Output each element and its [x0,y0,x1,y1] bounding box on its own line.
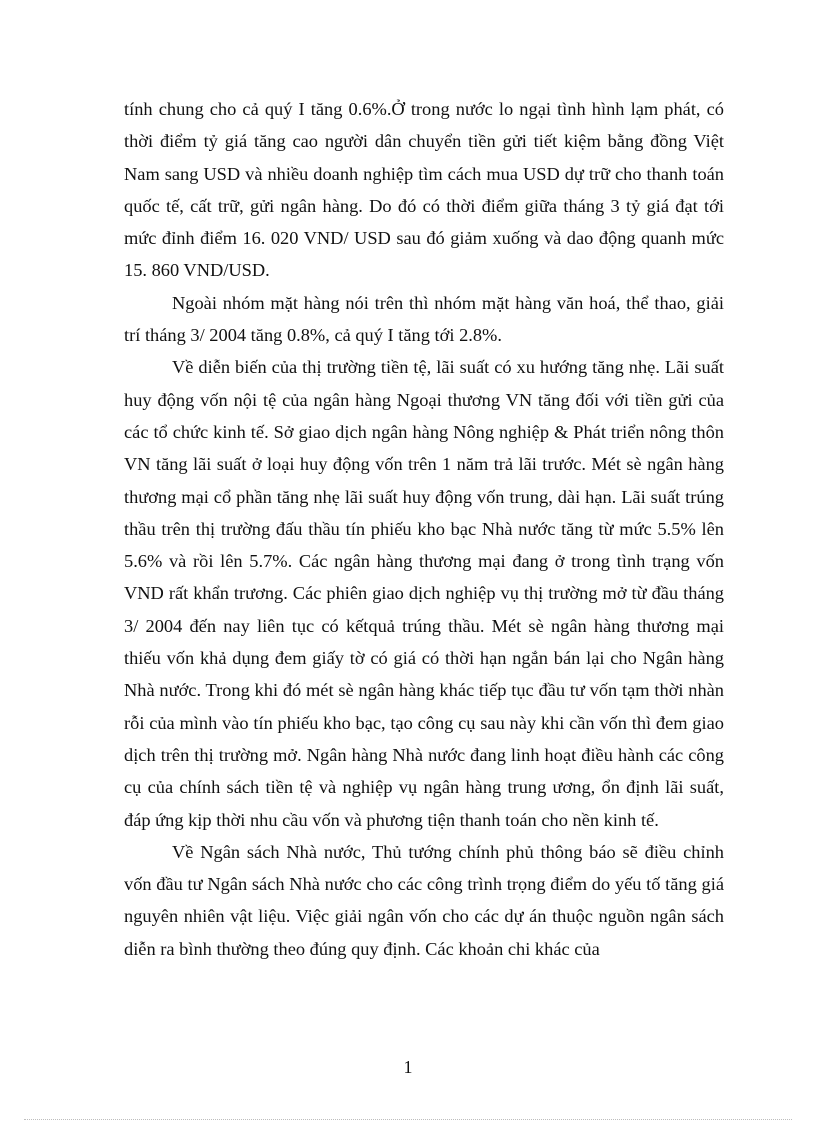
body-text [124,93,724,965]
footer-divider [24,1119,792,1120]
paragraph-state-budget: Về Ngân sách Nhà nước, Thủ tướng chính phủ thông báo sẽ điều chỉnh vốn đầu tư Ngân sách Nhà nước cho các công trình trọng điểm do yếu tố tăng giá nguyên nhiên vật liệu. Việc giải ngân vốn cho các dự án thuộc nguồn ngân sách diễn ra bình thường theo đúng quy định. Các khoản chi khác của [124,841,724,959]
paragraph-monetary-market: Về diễn biến của thị trường tiền tệ, lãi suất có xu hướng tăng nhẹ. Lãi suất huy động vốn nội tệ của ngân hàng Ngoại thương VN tăng đối với tiền gửi của các tổ chức kinh tế. Sở giao dịch ngân hàng Nông nghiệp & Phát triển nông thôn VN tăng lãi suất ở loại huy động vốn trên 1 năm trả lãi trước. Mét sè ngân hàng thương mại cổ phần tăng nhẹ lãi suất huy động vốn trung, dài hạn. Lãi suất trúng thầu trên thị trường đấu thầu tín phiếu kho bạc Nhà nước tăng từ mức 5.5% lên 5.6% và rồi lên 5.7%. Các ngân hàng thương mại đang ở trong tình trạng vốn VND rất khẩn trương. Các phiên giao dịch nghiệp vụ thị trường mở từ đầu tháng 3/ 2004 đến nay liên tục có kếtquả trúng thầu. Mét sè ngân hàng thương mại thiếu vốn khả dụng đem giấy tờ có giá có thời hạn ngắn bán lại cho Ngân hàng Nhà nước. Trong khi đó mét sè ngân hàng khác tiếp tục đầu tư vốn tạm thời nhàn rỗi của mình vào tín phiếu kho bạc, tạo công cụ sau này khi cần vốn thì đem giao dịch trên thị trường mở. Ngân hàng Nhà nước đang linh hoạt điều hành các công cụ của chính sách tiền tệ và nghiệp vụ ngân hàng trung ương, ổn định lãi suất, đáp ứng kịp thời nhu cầu vốn và phương tiện thanh toán cho nền kinh tế. [124,357,724,830]
paragraph-exchange-rate: tính chung cho cả quý I tăng 0.6%.Ở trong nước lo ngại tình hình lạm phát, có thời điểm tỷ giá tăng cao người dân chuyển tiền gửi tiết kiệm bằng đồng Việt Nam sang USD và nhiều doanh nghiệp tìm cách mua USD dự trữ cho thanh toán quốc tế, cất trữ, gửi ngân hàng. Do đó có thời điểm giữa tháng 3 tỷ giá đạt tới mức đỉnh điểm 16. 020 VND/ USD sau đó giảm xuống và dao động quanh mức 15. 860 VND/USD. [124,99,724,281]
paragraph-culture-sports: Ngoài nhóm mặt hàng nói trên thì nhóm mặt hàng văn hoá, thể thao, giải trí tháng 3/ 2004 tăng 0.8%, cả quý I tăng tới 2.8%. [124,292,724,346]
page-number: 1 [403,1057,413,1077]
